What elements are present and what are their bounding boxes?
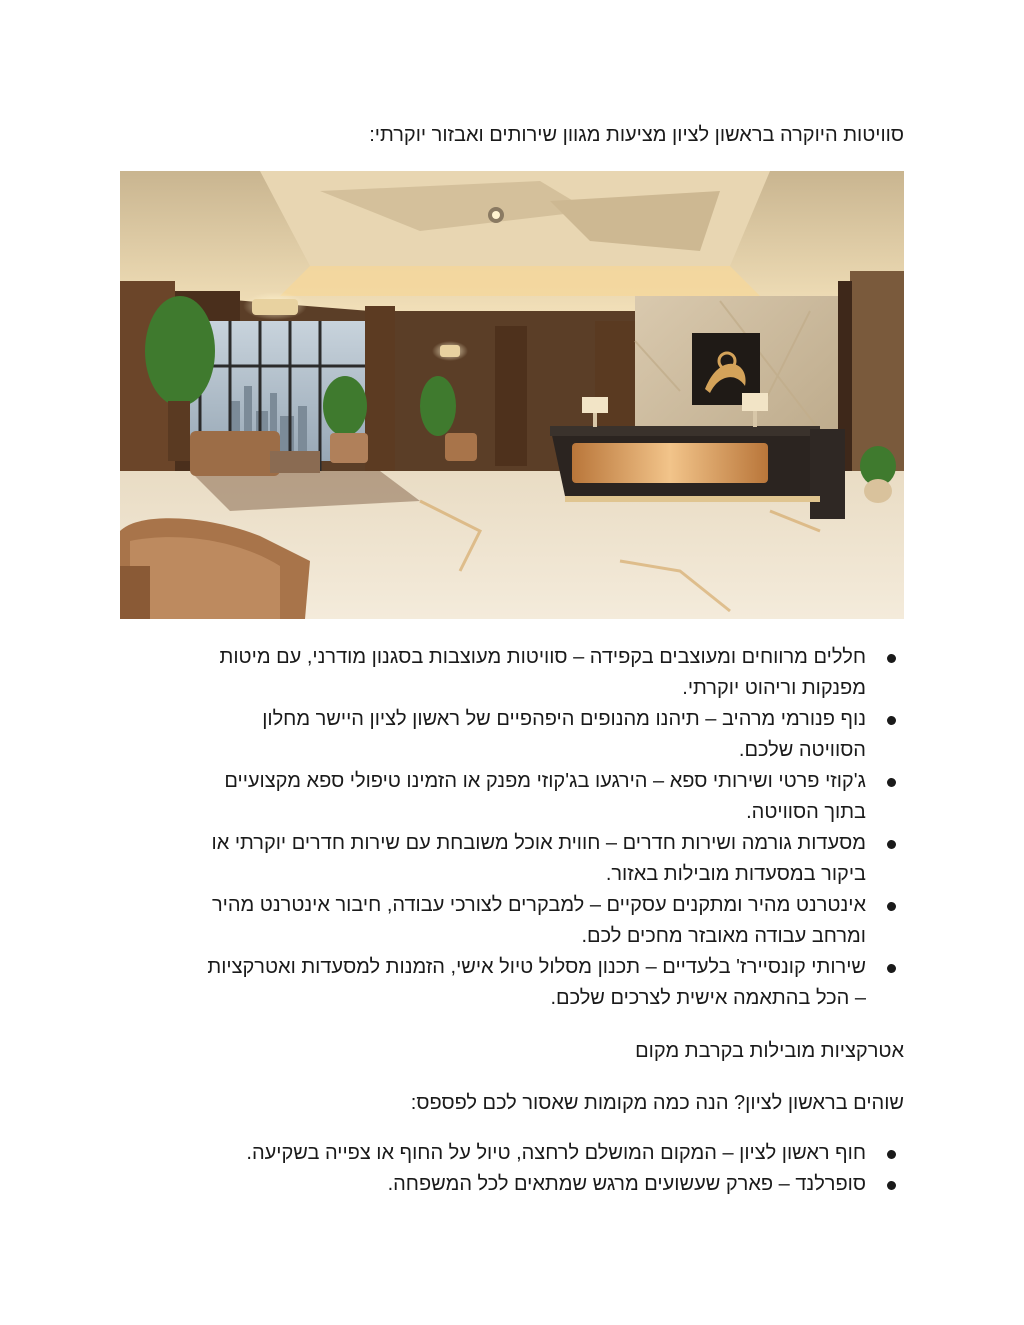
intro-paragraph: סוויטות היוקרה בראשון לציון מציעות מגוון שירותים ואבזור יוקרתי: [369, 124, 904, 146]
feature-text-line1: מסעדות גורמה ושירות חדרים – חווית אוכל משובחת עם שירות חדרים יוקרתי או [211, 832, 866, 854]
feature-text-line2: ביקור במסעדות מובילות באזור. [605, 863, 866, 885]
feature-text-line1: חללים מרווחים ומעוצבים בקפידה – סוויטות מעוצבות בסגנון מודרני, עם מיטות [219, 646, 866, 668]
feature-text-line2: – הכל בהתאמה אישית לצרכים שלכם. [550, 987, 866, 1009]
bullet-icon [887, 964, 896, 973]
feature-text-line2: ומרחב עבודה מאובזר מחכים לכם. [581, 925, 866, 947]
attraction-text: סופרלנד – פארק שעשועים מרגש שמתאים לכל המשפחה. [387, 1173, 866, 1195]
attractions-list [106, 1138, 866, 1200]
feature-text-line2: מפנקות וריהוט יוקרתי. [682, 677, 866, 699]
feature-text-line2: הסוויטה שלכם. [738, 739, 866, 761]
bullet-icon [887, 778, 896, 787]
bullet-icon [887, 1150, 896, 1159]
list-item [106, 828, 866, 890]
attractions-heading: אטרקציות מובילות בקרבת מקום [635, 1040, 904, 1062]
list-item [106, 704, 866, 766]
list-item [106, 766, 866, 828]
attractions-intro: שוהים בראשון לציון? הנה כמה מקומות שאסור לכם לפספס: [410, 1092, 904, 1114]
list-item [106, 890, 866, 952]
bullet-icon [887, 840, 896, 849]
bullet-icon [887, 654, 896, 663]
bullet-icon [887, 902, 896, 911]
bullet-icon [887, 1181, 896, 1190]
feature-text-line1: נוף פנורמי מרהיב – תיהנו מהנופים היפהפיים של ראשון לציון היישר מחלון [262, 708, 866, 730]
hotel-lobby-photo-icon [120, 171, 904, 619]
feature-text-line1: ג'קוזי פרטי ושירותי ספא – הירגעו בג'קוזי מפנק או הזמינו טיפולי ספא מקצועיים [224, 770, 866, 792]
feature-text-line1: אינטרנט מהיר ומתקנים עסקיים – למבקרים לצורכי עבודה, חיבור אינטרנט מהיר [211, 894, 866, 916]
list-item [106, 642, 866, 704]
hotel-lobby-image [120, 171, 904, 619]
list-item [106, 1169, 866, 1200]
attraction-text: חוף ראשון לציון – המקום המושלם לרחצה, טיול על החוף או צפייה בשקיעה. [246, 1142, 866, 1164]
bullet-icon [887, 716, 896, 725]
list-item [106, 1138, 866, 1169]
feature-text-line1: שירותי קונסיירז' בלעדיים – תכנון מסלול טיול אישי, הזמנות למסעדות ואטרקציות [207, 956, 866, 978]
features-list [106, 642, 866, 1014]
list-item [106, 952, 866, 1014]
feature-text-line2: בתוך הסוויטה. [746, 801, 866, 823]
